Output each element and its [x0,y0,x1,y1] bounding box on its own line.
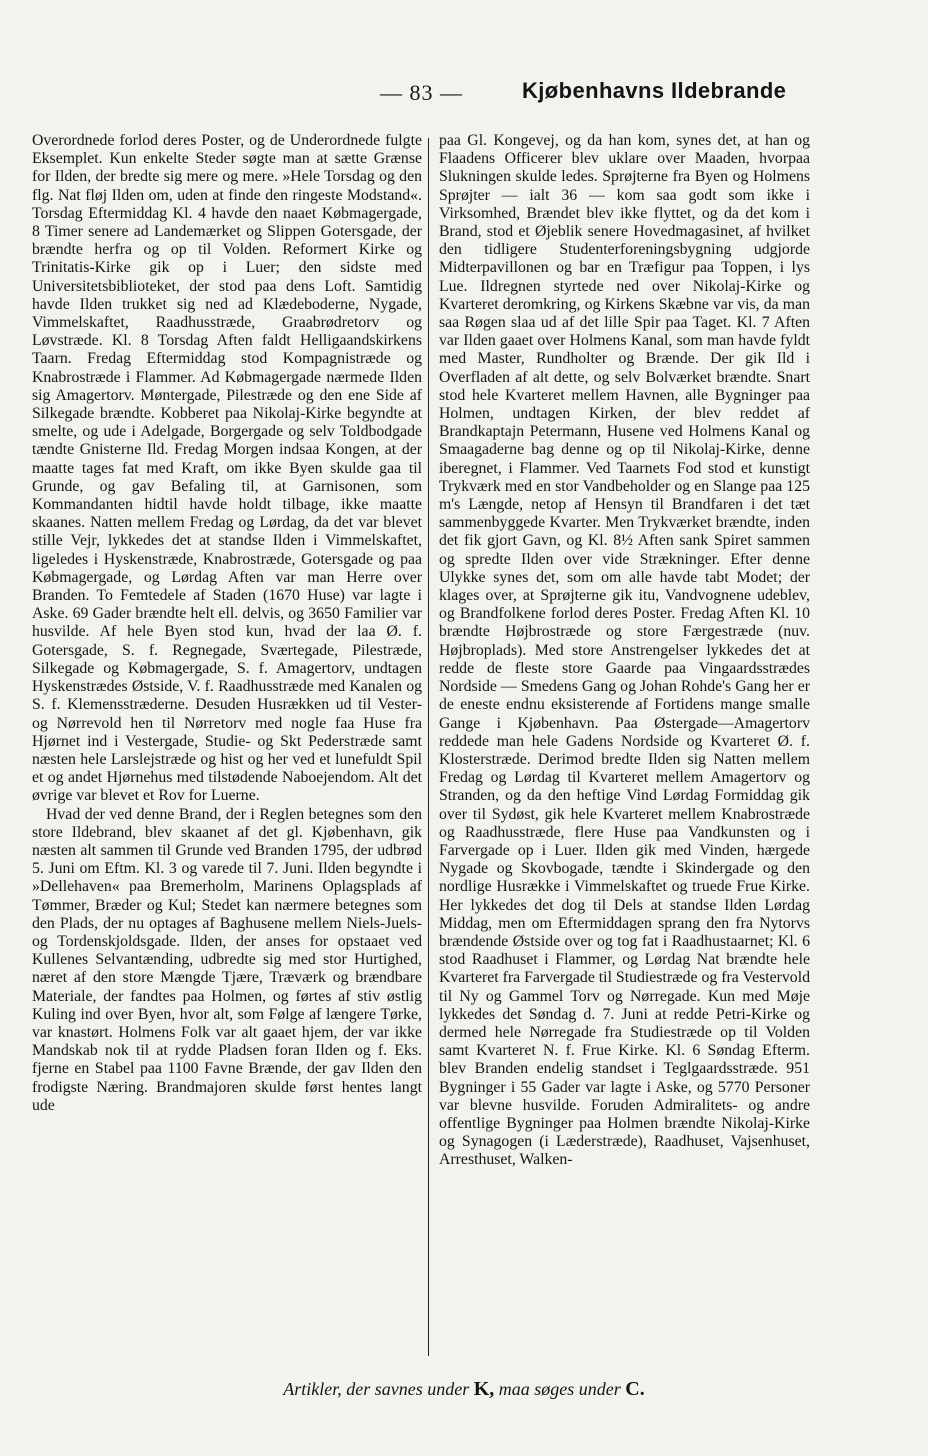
paragraph: Hvad der ved denne Brand, der i Reglen betegnes som den store Ildebrand, blev skaanet af det gl. Kjøbenhavn, gik næsten alt sammen til Grunde ved Branden 1795, der udbrød 5. Juni om Eftm. Kl. 3 og varede til 7. Juni. Ilden begyndte i »Dellehaven« paa Bremerholm, Marinens Oplagsplads af Tømmer, Bræder og Kul; Stedet kan nærmere betegnes som den Plads, der nu optages af Baghusene mellem Niels-Juels- og Tordenskjoldsgade. Ilden, der anses for opstaaet ved Kullenes Selvantænding, udbredte sig med stor Hurtighed, næret af den store Mængde Tjære, Træværk og brændbare Materiale, der fandtes paa Holmen, og førtes af stiv østlig Kuling ind over Byen, hvor alt, som Følge af længere Tørke, var knastørt. Holmens Folk var alt gaaet hjem, der var ikke Mandskab nok til at rydde Pladsen foran Ilden og f. Eks. fjerne en Stabel paa 1100 Favne Brænde, der gav Ilden den frodigste Næring. Brandmajoren skulde først hentes langt ude [32,805,422,1114]
page-number: — 83 — [380,80,463,105]
column-divider [428,138,429,1356]
footer-letter: C. [625,1378,645,1400]
page-header [0,78,928,108]
paragraph: paa Gl. Kongevej, og da han kom, synes det, at han og Flaadens Officerer blev uklare over Maaden, hvorpaa Slukningen skulde ledes. Sprøjterne fra Byen og Holmens Sprøjter — ialt 36 — kom saa godt som ikke i Virksomhed, Brændet blev ikke flyttet, og da det kom i Brand, stod et Øjeblik senere Hovedmagasinet, af hvilket den tidligere Studenterforeningsbygning udgjorde Midterpavillonen og bar en Træfigur paa Toppen, i lys Lue. Ildregnen styrtede ned over Nikolaj-Kirke og Kvarteret deromkring, og Kirkens Skæbne var vis, da man saa Røgen slaa ud af det lille Spir paa Taget. Kl. 7 Aften var Ilden gaaet over Holmens Kanal, som man havde fyldt med Master, Rundholter og Brænde. Der gik Ild i Overfladen af alt dette, og selv Bolværket brændte. Snart stod hele Kvarteret mellem Havnen, alle Bygninger paa Holmen, undtagen Kirken, der blev reddet af Brandkaptajn Petermann, Husene ved Holmens Kanal og Smaagaderne bag denne og op til Nikolaj-Kirke, denne iberegnet, i Flammer. Ved Taarnets Fod stod et kunstigt Trykværk med en stor Vandbeholder og en Slange paa 125 m's Længde, netop af Hensyn til Brandfaren i det tæt sammenbyggede Kvarter. Men Trykværket brændte, inden det fik gjort Gavn, og Kl. 8½ Aften sank Spiret sammen og spredte Ilden over vide Strækninger. Efter denne Ulykke synes det, som om alle havde tabt Modet; der klages over, at Sprøjterne gik itu, Vandvognene udeblev, og Brandfolkene forlod deres Poster. Fredag Aften Kl. 10 brændte Højbrostræde og store Færgestræde (nuv. Højbroplads). Med store Anstrengelser lykkedes det at redde de fleste store Gaarde paa Vingaardsstrædes Nordside — Smedens Gang og Johan Rohde's Gang her er de eneste endnu eksisterende af Fortidens mange smalle Gange i Kjøbenhavn. Paa Østergade—Amagertorv reddede man hele Gadens Nordside og Kvarteret Ø. f. Klosterstræde. Derimod bredte Ilden sig Natten mellem Fredag og Lørdag til Kvarteret mellem Amagertorv og Stranden, og da den heftige Vind Lørdag Formiddag gik over til Sydøst, gik hele Kvarteret mellem Knabrostræde og Raadhusstræde, flere Huse paa Vandkunsten og i Farvergade op i Luer. Ilden gik med Vinden, hærgede Nygade og Skovbogade, tændte i Skindergade og den nordlige Husrække i Vimmelskaftet og truede Frue Kirke. Her lykkedes det dog til Dels at standse Ilden Lørdag Middag, men om Eftermiddagen sprang den fra Nytorvs brændende Østside over og tog fat i Raadhustaarnet; Kl. 6 stod Raadhuset i Flammer, og Lørdag Nat brændte hele Kvarteret fra Farvergade til Studiestræde og fra Vestervold til Ny og Gammel Torv og Nørregade. Kun med Møje lykkedes det Søndag d. 7. Juni at redde Petri-Kirke og dermed hele Nørregade fra Studiestræde op til Volden samt Kvarteret N. f. Frue Kirke. Kl. 6 Søndag Efterm. blev Branden endelig standset i Teglgaardsstræde. 951 Bygninger i 55 Gader var lagte i Aske, og 5770 Personer var blevne husvilde. Foruden Admiralitets- og andre offentlige Bygninger paa Holmen brændte Nikolaj-Kirke og Synagogen (i Læderstræde), Raadhuset, Vajsenhuset, Arresthuset, Walken- [439,132,810,1169]
page-footer-note [0,1378,928,1401]
right-column [439,132,810,1357]
footer-text: maa søges under [498,1379,621,1399]
running-title: Kjøbenhavns Ildebrande [522,78,787,103]
footer-letter: K, [473,1378,495,1400]
left-column [32,132,422,1357]
paragraph: Overordnede forlod deres Poster, og de Underordnede fulgte Eksemplet. Kun enkelte Steder søgte man at sætte Grænse for Ilden, der bredte sig mere og mere. »Hele Torsdag og den flg. Nat fløj Ilden om, uden at finde den ringeste Modstand«. Torsdag Eftermiddag Kl. 4 havde den naaet Købmagergade, 8 Timer senere ad Landemærket og Slippen Gotersgade, der brændte herfra og op til Volden. Reformert Kirke og Trinitatis-Kirke gik op i Luer; den sidste med Universitetsbiblioteket, der stod paa dens Loft. Samtidig havde Ilden trukket sig ned ad Klædeboderne, Nygade, Vimmelskaftet, Raadhusstræde, Graabrødretorv og Løvstræde. Kl. 8 Torsdag Aften faldt Helligaandskirkens Taarn. Fredag Eftermiddag stod Kompagnistræde og Knabrostræde i Flammer. Ad Købmagergade nærmede Ilden sig Amagertorv. Møntergade, Pilestræde og den ene Side af Silkegade brændte. Kobberet paa Nikolaj-Kirke begyndte at smelte, og ude i Adelgade, Borgergade og selv Toldbodgade tændte Gnisterne Ild. Fredag Morgen indsaa Kongen, at der maatte tages fat med Kraft, om ikke Byen skulde gaa til Grunde, og gav Befaling til, at Garnisonen, som Kommandanten hidtil havde holdt tilbage, ikke maatte skaanes. Natten mellem Fredag og Lørdag, da det var blevet stille Vejr, lykkedes det at standse Ilden i Vimmelskaftet, ligeledes i Hyskenstræde, Knabrostræde, Gotersgade og paa Købmagergade, og Lørdag Aften var man Herre over Branden. To Femtedele af Staden (1670 Huse) var lagte i Aske. 69 Gader brændte helt ell. delvis, og 3650 Familier var husvilde. Af hele Byen stod kun, hvad der laa Ø. f. Gotersgade, S. f. Regnegade, Sværtegade, Pilestræde, Silkegade og Købmagergade, S. f. Amagertorv, undtagen Hyskenstrædes Østside, V. f. Raadhusstræde med Kanalen og S. f. Klemensstræderne. Desuden Husrækken ud til Vester- og Nørrevold hen til Nørretorv med nogle faa Huse fra Hjørnet ind i Vestergade, Studie- og Skt Pederstræde samt næsten hele Larslejstræde og hist og her ved et lunefuldt Spil et og andet Hjørnehus med tilstødende Naboejendom. Alt det øvrige var blevet et Rov for Luerne. [32,132,422,805]
footer-text: Artikler, der savnes under [283,1379,470,1399]
